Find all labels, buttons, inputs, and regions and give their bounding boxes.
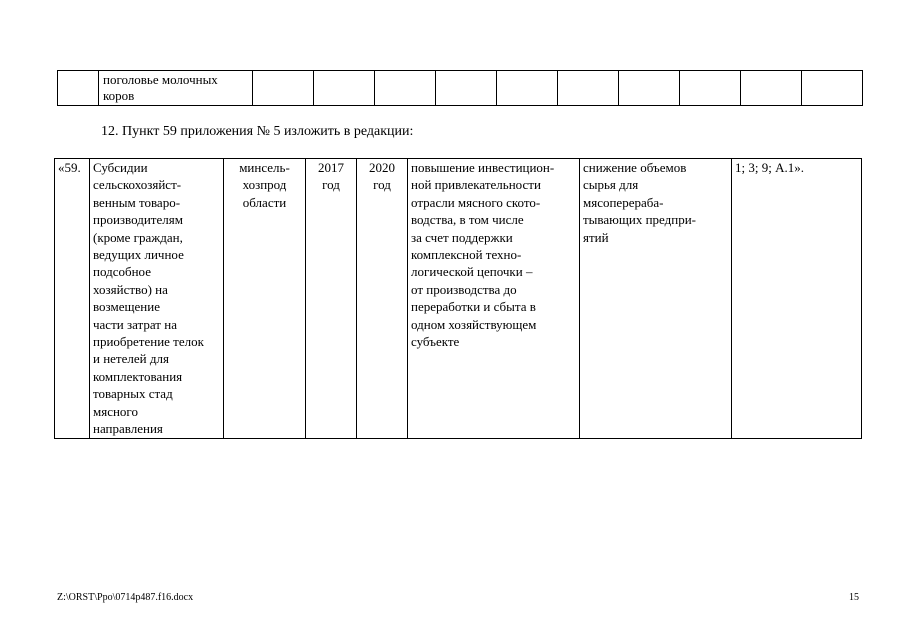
item-number-cell: «59. [55, 159, 90, 439]
table-cell [253, 71, 314, 106]
table-cell [802, 71, 863, 106]
table-cell [741, 71, 802, 106]
start-year-cell: 2017 год [306, 159, 357, 439]
end-year-cell: 2020 год [357, 159, 408, 439]
table-cell [619, 71, 680, 106]
table-cell [375, 71, 436, 106]
table-row [55, 159, 862, 439]
row-label-cell: поголовье молочных коров [99, 71, 253, 106]
table-cell [314, 71, 375, 106]
previous-table-fragment [57, 70, 863, 106]
table-cell [680, 71, 741, 106]
file-path-footer: Z:\ORST\Ppo\0714p487.f16.docx [57, 592, 194, 603]
measure-name-cell: Субсидии сельскохозяйст- венным товаро- производителям (кроме граждан, ведущих личное подсобное хозяйство) на возмещение части затрат на приобретение телок и нетелей для комплектования товарных стад мясного направления [90, 159, 224, 439]
table-cell [497, 71, 558, 106]
executor-cell: минсель- хозпрод области [224, 159, 306, 439]
table-cell [436, 71, 497, 106]
consequence-cell: снижение объемов сырья для мясоперераба- тывающих предпри- ятий [580, 159, 732, 439]
amendment-instruction: 12. Пункт 59 приложения № 5 изложить в редакции: [101, 124, 414, 139]
page-number: 15 [849, 592, 859, 603]
indicators-cell: 1; 3; 9; А.1». [732, 159, 862, 439]
table-row [58, 71, 863, 106]
amendment-table [54, 158, 862, 439]
expected-result-cell: повышение инвестицион- ной привлекательности отрасли мясного ското- водства, в том числе за счет поддержки комплексной техно- логической цепочки – от производства до переработки и сбыта в одном хозяйствующем субъекте [408, 159, 580, 439]
table-cell [58, 71, 99, 106]
table-cell [558, 71, 619, 106]
